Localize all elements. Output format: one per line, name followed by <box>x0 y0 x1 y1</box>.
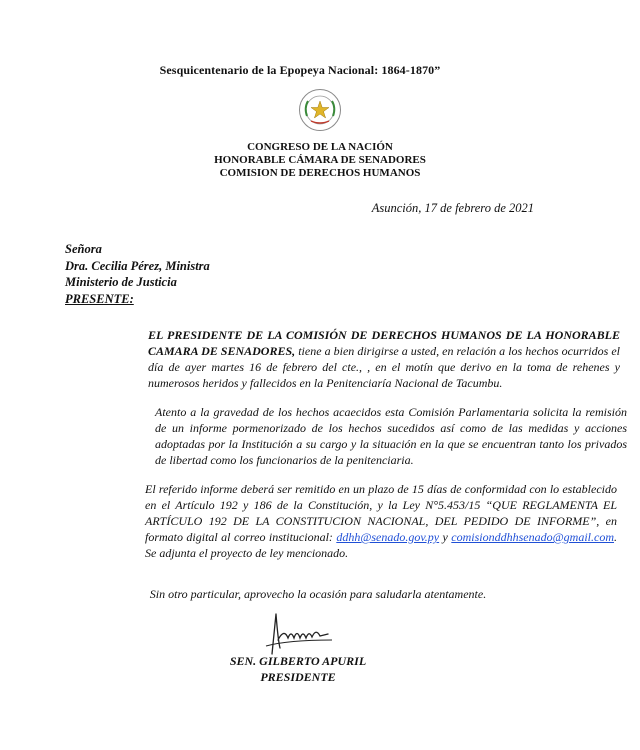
letterhead-motto: Sesquicentenario de la Epopeya Nacional: 1864-1870” <box>159 63 441 77</box>
body-paragraph-1-bold: EL PRESIDENTE DE LA COMISIÓN DE DERECHOS HUMANOS DE LA HONORABLE CAMARA DE SENADORES, <box>148 328 620 358</box>
body-paragraph-3-text: El referido informe deberá ser remitido en un plazo de 15 días de conformidad con lo establecido en el Artículo 192 y 186 de la Constitución, y la Ley N°5.453/15 “QUE REGLAMENTA EL ARTÍCULO 192 DE LA CONSTITUCION NACIONAL, DEL PEDIDO DE INFORME”, en formato digital al correo institucional: <box>145 482 617 544</box>
addressee-ministry: Ministerio de Justicia <box>65 275 177 289</box>
email-link-gmail[interactable]: comisionddhhsenado@gmail.com <box>451 530 614 544</box>
addressee-present: PRESENTE: <box>65 291 134 306</box>
addressee-name: Dra. Cecilia Pérez, Ministra <box>65 258 210 273</box>
body-paragraph-1-text: tiene a bien dirigirse a usted, en relación a los hechos ocurridos el día de ayer martes 16 de febrero del cte., , en el motín que derivo en la toma de rehenes y numerosos heridos y fallecidos en la Penitenciaría Nacional de Tacumbu. <box>148 344 620 390</box>
institution-line-congress: CONGRESO DE LA NACIÓN <box>247 141 393 153</box>
paraguay-coat-of-arms-icon <box>298 88 342 132</box>
body-paragraph-3 <box>65 481 617 561</box>
signer-name: SEN. GILBERTO APURIL <box>229 654 367 668</box>
institution-line-commission: COMISION DE DERECHOS HUMANOS <box>219 167 421 179</box>
addressee-salutation: Señora <box>65 242 102 256</box>
body-paragraph-1 <box>65 327 620 391</box>
institution-header <box>0 141 640 180</box>
closing-line: Sin otro particular, aprovecho la ocasión para saludarla atentamente. <box>149 587 487 601</box>
signer-block <box>228 653 368 685</box>
addressee-block <box>65 241 210 307</box>
letter-date: Asunción, 17 de febrero de 2021 <box>371 201 534 215</box>
signer-title: PRESIDENTE <box>260 670 336 684</box>
email-conjunction: y <box>439 530 452 544</box>
email-link-senado[interactable]: ddhh@senado.gov.py <box>336 530 440 544</box>
institution-line-senate: HONORABLE CÁMARA DE SENADORES <box>214 154 426 166</box>
body-paragraph-2: Atento a la gravedad de los hechos acaecidos esta Comisión Parlamentaria solicita la remisión de un informe pormenorizado de los hechos sucedidos así como de las medidas y acciones adoptadas por la Institución a su cargo y la situación en la que se encuentran tanto los privados de libertad como los funcionarios de la penitenciaria. <box>155 405 627 467</box>
body-paragraph-3-end: . Se adjunta el proyecto de ley mencionado. <box>145 530 617 560</box>
